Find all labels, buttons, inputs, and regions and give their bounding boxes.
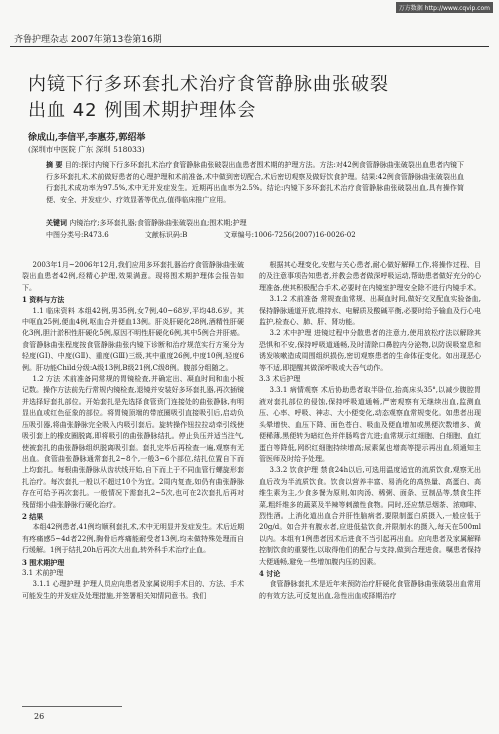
body-paragraph: 1.2 方法 术前准备同常规的胃镜检查,并确定出、凝血时间和血小板记数。操作方法前先行常规内镜检查,退镜并安装好多环套扎器,再次插镜并选择好套扎部位。开始套扎是先选择食管贲门连接处的曲张静脉,有明显出血或红色征象的部位。将胃镜顶端的带底圈吸引直接吸引后,启动负压吸引器,将曲张静脉完全吸入内吸引套后。旋转操作钮拉拉动牵引线使吸引套上的橡皮圈脱离,即将吸引的曲张静脉结扎。停止负压并适当注气,使被套扎的曲张静脉组织脱离吸引套。套扎完毕后再检查一遍,观察有无出血。食管曲张静脉通常套扎2~8个,一般3~6个部位,结扎位置自下而上均套扎。每根曲张静脉从齿状线开始,自下而上于不同血管行螺旋形套扎治疗。每次套扎一般以不超过10个为宜。2周内复查,如仍有曲张静脉存在可给予再次套扎。一般情况下需套扎2~5次,也可在2次套扎后再对残留细小曲张静脉行硬化治疗。 (22, 375, 244, 509)
right-column (259, 260, 481, 602)
section-heading: 2 结果 (22, 511, 44, 521)
body-paragraph: 1.1 临床资料 本组42例,男35例,女7例,40~68岁,平均48.6岁。其中呕血25例,便血4例,呕血合并便血13例。肝炎肝硬化28例,酒精性肝硬化3例,胆汁淤积性肝硬化5例,原因不明性肝硬化6例,其中5例合并肝癌。食管静脉曲张程度按食管静脉曲张内镜下诊断和治疗规范实行方案分为轻度(GⅠ)、中度(GⅡ)、重度(GⅢ)三级,其中重度26例,中度10例,轻度6例。肝功能Child分级:A级13例,B级21例,C级8例。腹部分组随之。 (22, 306, 244, 372)
abstract-text: 目的:探讨内镜下行多环套扎术治疗食管静脉曲张破裂出血患者围术期的护理方法。方法:对42例食管静脉曲张破裂出血患者内镜下行多环套扎术,术前做好患者的心理护理和术前准备,术中做到密切配合,术后密切观察及做好饮食护理。结果:42例食管静脉曲张破裂出血行套扎术成功率为97.5%,术中无并发症发生。近期再出血率为2.5%。结论:内镜下多环套扎术治疗食管静脉曲张破裂出血,具有操作简便、安全、并发症少、疗效显著等优点,值得临床推广应用。 (46, 161, 465, 204)
body-paragraph: 3.3.2 饮食护理 禁食24h以后,可选用温度适宜的流质饮食,观察无出血后改为半流质饮食。饮食以营养丰富、易消化的高热量、高蛋白、高维生素为主,少食多餐为原则,如肉汤、稀粥、面条、豆制品等,禁食生拌菜,粗纤维多的蔬菜及半辣等刺激性食物。同时,还应禁忌烟茶、浓咖啡、烈性酒。上消化道出血合并肝性脑病者,要限制蛋白质摄入,一般应低于20g/d。如合并有腹水者,应进低盐饮食,并限制水的摄入,每天在500ml以内。本组有1例患者因术后进食不当引起再出血。应向患者及家属解释控制饮食的重要性,以取得他们的配合与支持,做到合理进食。嘱患者保持大便通畅,避免一些增加腹内压的因素。 (259, 466, 481, 566)
keywords-label: 关键词 (46, 218, 67, 227)
body-paragraph: 3.1.2 术前准备 常规查血常规、出凝血时间,做好交叉配血实验备血,保持静脉通道开放,维持水、电解质及酸碱平衡,必要时给予输血及行心电监护,检查心、肺、肝、肾功能。 (259, 295, 481, 327)
affiliation: (深圳市中医院 广东 深圳 518033) (28, 145, 145, 154)
left-column (22, 260, 244, 602)
abstract-label: 摘 要 (46, 160, 63, 169)
page-number: 26 (34, 712, 45, 721)
keywords-line (46, 218, 247, 228)
authors: 徐成山,李信平,李惠芬,郭绍举 (28, 133, 146, 143)
section-heading: 3.3 术后护理 (259, 375, 301, 384)
abstract (46, 159, 464, 206)
section-heading: 1 资料与方法 (22, 295, 65, 305)
keywords: 内镜治疗;多环套扎器;食管静脉曲张破裂出血;围术期;护理 (69, 219, 247, 227)
classification-line (46, 230, 390, 240)
journal-header: 齐鲁护理杂志 2007年第13卷第16期 (14, 35, 162, 45)
body-paragraph: 食管静脉套扎术是近年来预防治疗肝硬化食管静脉曲张破裂出血常用的有效方法,可反复出血,急性出血或择期治疗 (259, 580, 481, 600)
body-paragraph: 3.2 术中护理 进镜过程中分散患者的注意力,使用放松疗法以解除其恐惧和不安,保持呼吸道通畅,及时清除口鼻腔内分泌物,以防误吸窒息和诱发咳嗽造成周围组织损伤,密切观察患者的生命体征变化。如出现恶心等不适,即提醒其做深呼吸或大吞气动作。 (259, 329, 481, 372)
section-heading: 3 围术期护理 (22, 557, 65, 567)
site-watermark: 万方数据 http://www.cqvip.com (396, 2, 493, 13)
body-paragraph: 根据其心理变化,安慰与关心患者,耐心做好解释工作,将操作过程、目的及注意事项告知患者,并教会患者做深呼吸运动,帮助患者做好充分的心理准备,使其积极配合手术,必要时在内镜室护理安全除不进行内镜手术。 (259, 261, 481, 292)
section-heading: 3.1 术前护理 (22, 568, 64, 577)
header-rule (10, 46, 489, 47)
document-code: 文献标识码:B (144, 231, 188, 239)
footnote-rule (22, 706, 122, 707)
body-paragraph: 3.3.1 病情观察 术后协助患者取半卧位,抬高床头35°,以减少腹腔胃液对套扎部位的侵蚀,保持呼吸道通畅,严密观察有无继续出血,监测血压、心率、呼吸、神志、大小便变化,动态观察血常规变化。如患者出现头晕增快、血压下降、面色苍白、吸血及便血增加或黑便次数增多、黄便稀薄,黑便转为暗红色并伴肠鸣音亢进;血常规示红细胞、白细胞、血红蛋白等降低,网织红细胞持续增高;尿素氮也增高等提示再出血,须通知主管医师及时给予处理。 (259, 386, 481, 463)
title-line-1: 内镜下行多环套扎术治疗食管静脉曲张破裂 (28, 74, 389, 95)
body-paragraph: 2003年1月~2006年12月,我们应用多环套扎器治疗食管静脉曲张破裂出血患者42例,经精心护理,效果满意。现将围术期护理体会报告如下。 (22, 261, 244, 292)
section-heading: 4 讨论 (259, 568, 281, 578)
clc-number: 中图分类号:R473.6 (46, 231, 109, 239)
title-line-2: 出血 42 例围术期护理体会 (28, 100, 257, 121)
article-number: 文章编号:1006-7256(2007)16-0026-02 (223, 231, 356, 239)
body-paragraph: 本组42例患者,41例均顺利套扎术,术中无明显并发症发生。术后近期有疼痛感5~4d者22例,胸骨后疼痛能耐受者13例,均未做特殊处理而自行缓解。1例于结扎20h后再次大出血,转外科手术治疗止血。 (22, 523, 244, 555)
body-paragraph: 3.1.1 心理护理 护理人员应向患者及家属说明手术目的、方法、手术可能发生的并发症及处理措施,并签署相关知情同意书。我们 (22, 580, 244, 600)
